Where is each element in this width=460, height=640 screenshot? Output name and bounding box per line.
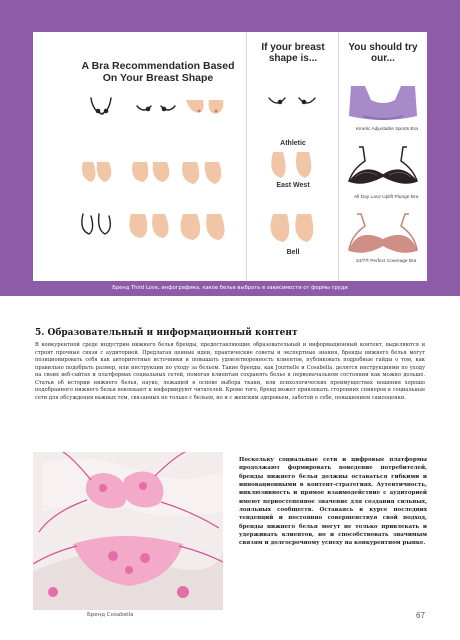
bra-caption-coverage: 24/7® Perfect Coverage Bra: [356, 259, 417, 264]
section-title: Образовательный и информационный контент: [47, 328, 298, 338]
page-number: 67: [416, 611, 425, 620]
shape-row-3-skin: [129, 214, 224, 240]
pull-quote: Поскольку социальные сети и цифровые платформы продолжают формировать поведение потребителей, бренды нижнего белья должны оставаться гибкими и инновационными в контент-стратегиях. Аутентичность, инклюзивность и прямое взаимодействие с аудиторией имеют первостепенное значение для создания сильных, лояльных сообществ. Оставаясь в курсе последних тенденций и постоянно совершенствуя свой подход, бренды нижнего белья могут не только привлекать и удерживать клиентов, но и способствовать значимым связям и долгосрочному успеху на конкурентном рынке.: [239, 457, 427, 547]
shape-column-heading: If your breast shape is...: [261, 42, 325, 64]
bra-column-heading: You should try our...: [348, 42, 418, 64]
shape-row-1: [91, 98, 175, 114]
bell-shape: [271, 214, 314, 242]
figure-caption: Бренд Third Love, инфографика, какое белье выбрать в зависимости от формы груди: [112, 285, 348, 291]
sports-bra-image: [343, 82, 423, 124]
shape-row-3: [82, 214, 110, 234]
shape-label-east-west: East West: [276, 182, 310, 189]
bra-caption-sports: Kinetic Adjustable Sports Bra: [356, 127, 418, 132]
shape-label-bell: Bell: [286, 249, 300, 256]
breast-shapes-grid: [33, 32, 243, 281]
lingerie-photo-illustration: [33, 452, 223, 610]
lace-bra-image: [343, 145, 423, 189]
section-body-paragraph: В конкурентной среде индустрии нижнего белья бренды, предоставляющие образовательный и информационный контент, выделяются и строят прочные связи с аудиторией. Предлагая ценные идеи, практические советы и экспертные знания, бренды нижнего белья могут позиционировать себя как авторитетные источники и повышать удовлетворенность клиентов, публиковать подробные гайды о том, как правильно подобрать размер, или инструкции по уходу за бельем. Такие бренды, как Journelle и Cosabella, делятся инструкциями по уходу на своих веб-сайтах и платформах социальных сетей, помогая клиентам сохранять белье в первоначальном состоянии как можно дольше. Статьи об истории нижнего белья, науке, лежащей в основе выбора ткани, или психологических преимуществах ношения хорошо подобранного нижнего белья вовлекают и информируют читателей. Кроме того, бренд может привлекать сторонних спикеров в социальные сети для обсуждения важных тем, связанных не только с бельем, но и с женским здоровьем, заботой о себе, повышением самооценки.: [35, 342, 425, 401]
infographic-title: A Bra Recommendation Based On Your Breast Shape: [81, 60, 235, 84]
shape-row-1-skin: [186, 100, 223, 114]
shape-label-athletic: Athletic: [280, 140, 306, 147]
bra-caption-lace: All Day Lace Uplift Plunge Bra: [354, 195, 419, 200]
athletic-shape: [269, 98, 315, 104]
cosabella-lingerie-photo: [33, 452, 223, 610]
selected-shapes-column: [247, 32, 339, 281]
coverage-bra-image: [343, 212, 423, 256]
photo-caption: Бренд Cosabella: [87, 612, 134, 618]
east-west-shape: [271, 152, 311, 178]
infographic-card: [33, 32, 427, 281]
section-heading: [35, 328, 298, 338]
section-number: 5.: [35, 328, 45, 338]
shape-row-2-skin: [82, 162, 221, 184]
